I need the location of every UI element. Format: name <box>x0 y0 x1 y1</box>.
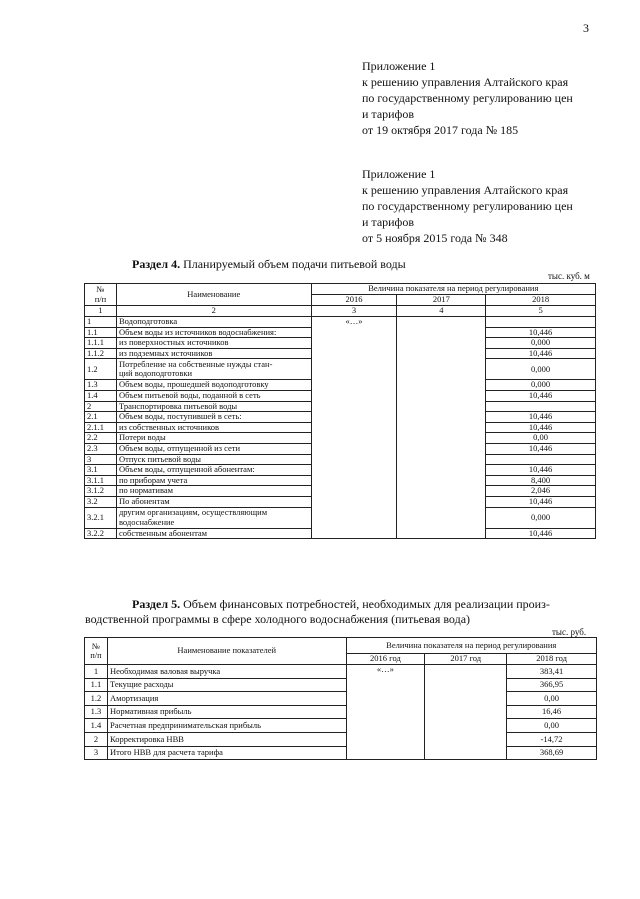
col-header-value: Величина показателя на период регулирования <box>311 284 595 295</box>
section4-table <box>84 283 596 539</box>
annex-line: к решению управления Алтайского края <box>362 183 569 197</box>
col-header-no: № п/п <box>85 638 108 665</box>
value-cell-2018: 0,00 <box>507 719 597 733</box>
value-cell-2018: 10,446 <box>486 496 596 507</box>
page-number: 3 <box>583 21 589 35</box>
col-header-name: Наименование показателей <box>107 638 346 665</box>
row-name: Объем воды, поступившей в сеть: <box>116 412 311 423</box>
value-cell-2018: 368,69 <box>507 746 597 760</box>
row-number: 1.1.2 <box>85 348 117 359</box>
row-number: 1.1.1 <box>85 338 117 349</box>
section5-heading <box>132 597 550 612</box>
value-cell-2018: 2,046 <box>486 486 596 497</box>
annex-line: Приложение 1 <box>362 167 436 181</box>
col-number: 1 <box>85 306 117 317</box>
value-cell-2017 <box>425 665 507 760</box>
value-cell-2018: 10,446 <box>486 422 596 433</box>
row-number: 3.2 <box>85 496 117 507</box>
table-row <box>85 732 597 746</box>
row-name: из собственных источников <box>116 422 311 433</box>
value-cell-2018 <box>486 401 596 412</box>
row-name: По абонентам <box>116 496 311 507</box>
row-number: 3.2.1 <box>85 507 117 528</box>
col-number: 2 <box>116 306 311 317</box>
row-number: 1.4 <box>85 390 117 401</box>
col-header-year: 2017 год <box>425 654 507 665</box>
value-cell-2018: 16,46 <box>507 705 597 719</box>
value-cell-2018: 0,000 <box>486 507 596 528</box>
value-cell-2018: -14,72 <box>507 732 597 746</box>
col-header-no: № п/п <box>85 284 117 306</box>
row-name: Объем воды, прошедшей водоподготовку <box>116 380 311 391</box>
row-name: Объем воды из источников водоснабжения: <box>116 327 311 338</box>
row-number: 2.1.1 <box>85 422 117 433</box>
row-number: 2.1 <box>85 412 117 423</box>
row-number: 1 <box>85 317 117 328</box>
section5-label: Раздел 5. <box>132 597 181 611</box>
row-name: Отпуск питьевой воды <box>116 454 311 465</box>
value-cell-2018: 10,446 <box>486 443 596 454</box>
annex-block-1 <box>362 58 573 138</box>
table-row <box>85 746 597 760</box>
annex-line: Приложение 1 <box>362 59 436 73</box>
row-name: Объем питьевой воды, поданной в сеть <box>116 390 311 401</box>
section5-title-line1: Объем финансовых потребностей, необходимых для реализации произ- <box>183 597 550 611</box>
col-header-year: 2017 <box>397 295 486 306</box>
annex-line: по государственному регулированию цен <box>362 91 573 105</box>
row-number: 3.1 <box>85 465 117 476</box>
row-number: 1.3 <box>85 705 108 719</box>
section4-unit: тыс. куб. м <box>548 271 590 281</box>
row-name: по нормативам <box>116 486 311 497</box>
value-cell-2017 <box>397 317 486 539</box>
value-cell-2018: 10,446 <box>486 348 596 359</box>
row-number: 3.2.2 <box>85 528 117 539</box>
value-cell-2018: 10,446 <box>486 327 596 338</box>
row-number: 3 <box>85 746 108 760</box>
row-name: Объем воды, отпущенной из сети <box>116 443 311 454</box>
table-row <box>85 317 596 328</box>
col-number: 3 <box>311 306 397 317</box>
row-name: Нормативная прибыль <box>107 705 346 719</box>
value-cell-2018: 10,446 <box>486 528 596 539</box>
value-cell-2016: «…» <box>346 665 425 760</box>
annex-line: и тарифов <box>362 107 415 121</box>
value-cell-2018: 0,000 <box>486 359 596 380</box>
section4-label: Раздел 4. <box>132 257 181 271</box>
row-name: из подземных источников <box>116 348 311 359</box>
row-number: 1.3 <box>85 380 117 391</box>
row-name: Потребление на собственные нужды стан- ций водоподготовки <box>116 359 311 380</box>
row-name: собственным абонентам <box>116 528 311 539</box>
table-row <box>85 719 597 733</box>
section5-title-line2: водственной программы в сфере холодного водоснабжения (питьевая вода) <box>85 612 471 626</box>
row-number: 1.1 <box>85 678 108 692</box>
col-header-year: 2016 <box>311 295 397 306</box>
col-header-year: 2018 <box>486 295 596 306</box>
table-row <box>85 665 597 679</box>
col-header-name: Наименование <box>116 284 311 306</box>
value-cell-2018: 10,446 <box>486 390 596 401</box>
row-number: 1 <box>85 665 108 679</box>
value-cell-2018 <box>486 317 596 328</box>
row-number: 3 <box>85 454 117 465</box>
value-cell-2018: 10,446 <box>486 465 596 476</box>
value-cell-2018: 0,000 <box>486 338 596 349</box>
annex-line: к решению управления Алтайского края <box>362 75 569 89</box>
value-cell-2018: 8,400 <box>486 475 596 486</box>
row-number: 3.1.1 <box>85 475 117 486</box>
annex-line: по государственному регулированию цен <box>362 199 573 213</box>
row-number: 1.2 <box>85 692 108 706</box>
value-cell-2018 <box>486 454 596 465</box>
row-number: 3.1.2 <box>85 486 117 497</box>
row-name: Водоподготовка <box>116 317 311 328</box>
row-name: Текущие расходы <box>107 678 346 692</box>
value-cell-2018: 10,446 <box>486 412 596 423</box>
value-cell-2016: «…» <box>311 317 397 539</box>
row-name: из поверхностных источников <box>116 338 311 349</box>
row-number: 1.1 <box>85 327 117 338</box>
value-cell-2018: 0,00 <box>486 433 596 444</box>
row-name: по приборам учета <box>116 475 311 486</box>
value-cell-2018: 0,00 <box>507 692 597 706</box>
row-name: Объем воды, отпущенной абонентам: <box>116 465 311 476</box>
section4-heading <box>132 257 406 272</box>
row-number: 2.3 <box>85 443 117 454</box>
col-number: 4 <box>397 306 486 317</box>
row-number: 2 <box>85 401 117 412</box>
row-number: 1.2 <box>85 359 117 380</box>
annex-line: от 5 ноября 2015 года № 348 <box>362 231 508 245</box>
col-header-value: Величина показателя на период регулирования <box>346 638 597 654</box>
col-header-year: 2018 год <box>507 654 597 665</box>
section5-table <box>84 637 597 760</box>
col-number: 5 <box>486 306 596 317</box>
row-name: другим организациям, осуществляющим водоснабжение <box>116 507 311 528</box>
value-cell-2018: 383,41 <box>507 665 597 679</box>
row-name: Необходимая валовая выручка <box>107 665 346 679</box>
row-name: Потери воды <box>116 433 311 444</box>
row-name: Корректировка НВВ <box>107 732 346 746</box>
table-row <box>85 692 597 706</box>
value-cell-2018: 366,95 <box>507 678 597 692</box>
col-header-year: 2016 год <box>346 654 425 665</box>
table-row <box>85 705 597 719</box>
annex-line: от 19 октября 2017 года № 185 <box>362 123 519 137</box>
row-name: Расчетная предпринимательская прибыль <box>107 719 346 733</box>
section5-unit: тыс. руб. <box>552 627 587 637</box>
row-number: 1.4 <box>85 719 108 733</box>
value-cell-2018: 0,000 <box>486 380 596 391</box>
section4-title: Планируемый объем подачи питьевой воды <box>183 257 406 271</box>
table-row <box>85 678 597 692</box>
row-number: 2.2 <box>85 433 117 444</box>
row-name: Итого НВВ для расчета тарифа <box>107 746 346 760</box>
annex-line: и тарифов <box>362 215 415 229</box>
row-name: Транспортировка питьевой воды <box>116 401 311 412</box>
row-name: Амортизация <box>107 692 346 706</box>
row-number: 2 <box>85 732 108 746</box>
annex-block-2 <box>362 166 573 246</box>
